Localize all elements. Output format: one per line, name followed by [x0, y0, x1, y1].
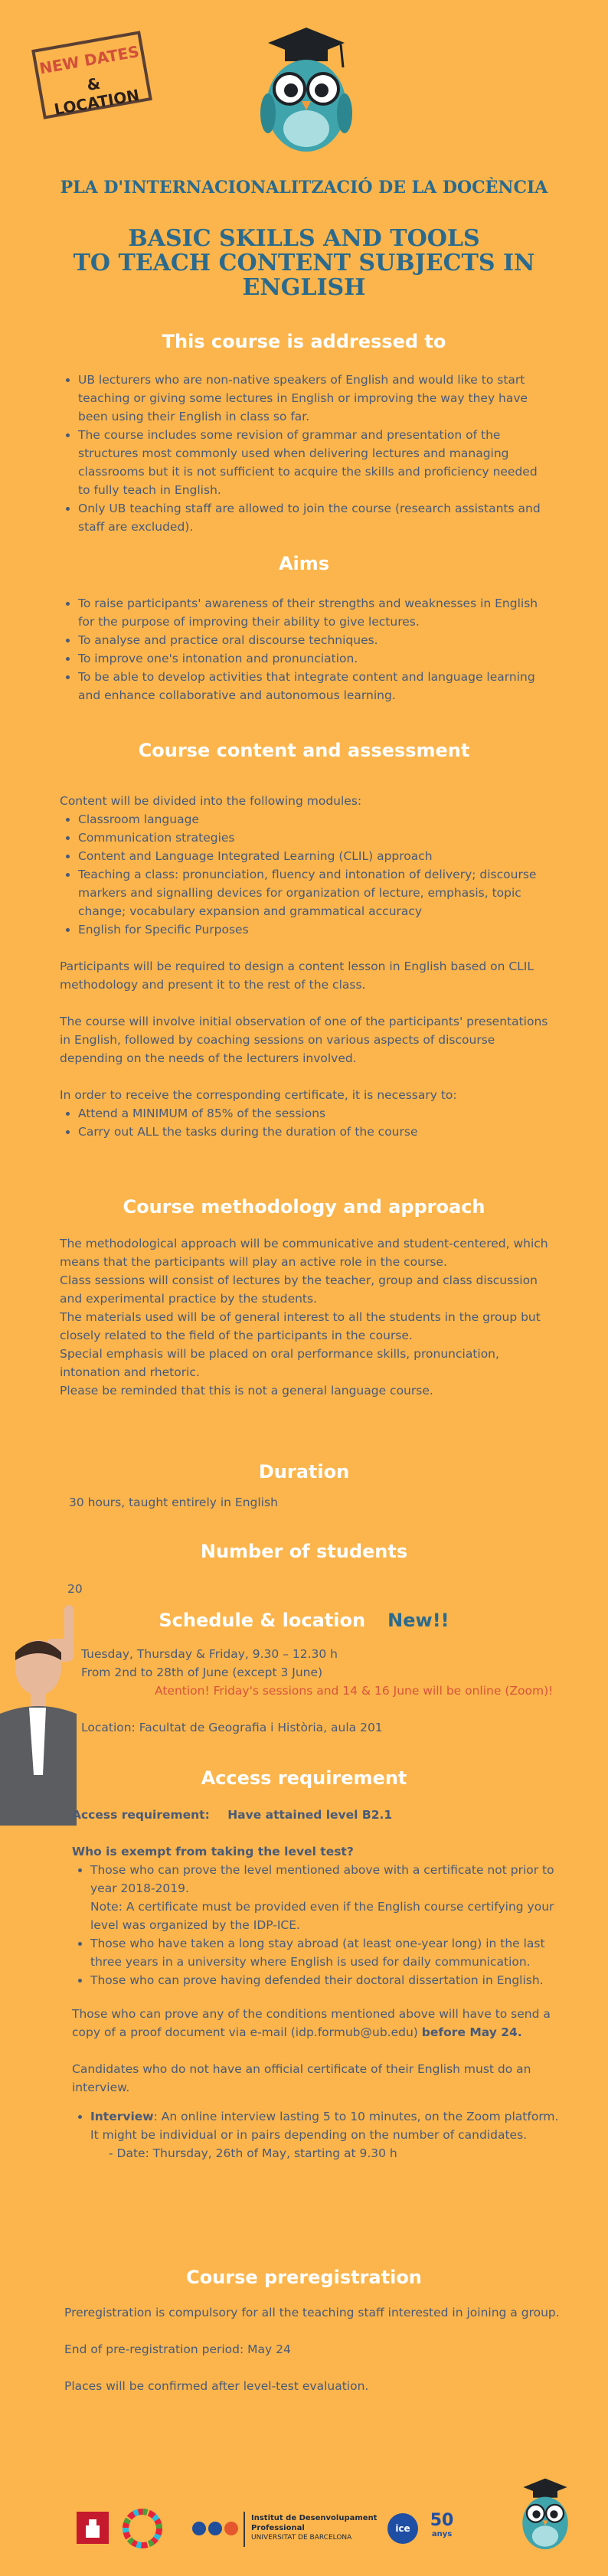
duration-text: 30 hours, taught entirely in English: [69, 1496, 278, 1509]
anniversary-word: anys: [431, 2530, 453, 2538]
list-item: • Content and Language Integrated Learning (CLIL) approach: [78, 847, 550, 865]
access-line: [72, 1806, 577, 1824]
anniversary-number: 50: [430, 2511, 454, 2530]
list-item: • Attend a MINIMUM of 85% of the sessions: [78, 1104, 550, 1123]
addressed-heading: This course is addressed to: [162, 331, 446, 352]
idp-ub-logo: [251, 2513, 381, 2543]
idp-line-2: Professional: [251, 2524, 305, 2532]
owl-footer-icon: [515, 2475, 576, 2551]
exempt-note: Note: A certificate must be provided even if the English course certifying your level was organized by the IDP-ICE.: [90, 1900, 554, 1932]
content-paragraph-3: In order to receive the corresponding certificate, it is necessary to:: [60, 1088, 457, 1102]
new-tag: New!!: [387, 1610, 449, 1631]
list-item: • Carry out ALL the tasks during the duration of the course: [78, 1123, 550, 1141]
duration-heading: Duration: [258, 1461, 350, 1483]
exempt-question: Who is exempt from taking the level test?: [72, 1845, 354, 1858]
course-title-line-1: BASIC SKILLS AND TOOLS: [128, 225, 480, 252]
content-section: [60, 792, 550, 1141]
ice-logo: [387, 2513, 418, 2544]
list-item: • Communication strategies: [78, 829, 550, 847]
access-heading: Access requirement: [201, 1767, 407, 1789]
methodology-line: Please be reminded that this is not a general language course.: [60, 1384, 433, 1398]
interview-text: : An online interview lasting 5 to 10 minutes, on the Zoom platform. It might be individual or in pairs depending on the number of candidates.: [90, 2110, 559, 2142]
schedule-attention: Atention! Friday's sessions and 14 & 16 June will be online (Zoom)!: [155, 1684, 554, 1698]
access-label: Access requirement:: [72, 1808, 210, 1822]
students-count: 20: [67, 1582, 83, 1596]
list-item: • To analyse and practice oral discourse techniques.: [78, 631, 550, 649]
anniversary-logo: [423, 2512, 461, 2539]
content-heading: Course content and assessment: [138, 740, 470, 761]
exempt-section: [72, 1842, 562, 2162]
prereg-heading: Course preregistration: [186, 2267, 422, 2288]
interview-date: - Date: Thursday, 26th of May, starting at 9.30 h: [109, 2146, 397, 2160]
sdg-wheel-icon: [123, 2509, 162, 2548]
addressed-list: [60, 371, 550, 536]
ice-label: ice: [395, 2523, 410, 2534]
list-item: [90, 2107, 562, 2162]
prereg-p3: Places will be confirmed after level-test evaluation.: [64, 2379, 369, 2393]
exempt-item-1: Those who can prove the level mentioned above with a certificate not prior to year 2018-2019.: [90, 1863, 554, 1895]
list-item: • Those who can prove having defended their doctoral dissertation in English.: [90, 1971, 562, 1989]
course-title-line-3: ENGLISH: [242, 274, 366, 301]
owl-mascot-icon: [253, 21, 360, 155]
list-item: • English for Specific Purposes: [78, 920, 550, 939]
content-intro: Content will be divided into the following modules:: [60, 794, 362, 808]
student-pointing-image: [0, 1599, 84, 1826]
new-dates-stamp: [31, 31, 152, 119]
interview-label: Interview: [90, 2110, 154, 2123]
proof-paragraph: [72, 2005, 562, 2042]
methodology-section: [60, 1234, 550, 1400]
logo-divider: [244, 2512, 245, 2547]
schedule-days: Tuesday, Thursday & Friday, 9.30 – 12.30 h: [81, 1647, 338, 1661]
aims-heading: Aims: [278, 553, 330, 574]
list-item: • Teaching a class: pronunciation, fluency and intonation of delivery; discourse markers and signalling devices for organization of lecture, emphasis, topic change; vocabulary expansion and grammatical accuracy: [78, 865, 550, 920]
list-item: • Classroom language: [78, 810, 550, 829]
list-item: • To be able to develop activities that integrate content and language learning and enhance collaborative and autonomous learning.: [78, 668, 550, 704]
methodology-line: Class sessions will consist of lectures by the teacher, group and class discussion and experimental practice by the students.: [60, 1273, 538, 1306]
content-paragraph-1: Participants will be required to design a content lesson in English based on CLIL methodology and present it to the rest of the class.: [60, 959, 534, 992]
stamp-line-1: NEW DATES: [38, 42, 141, 78]
prereg-p2: End of pre-registration period: May 24: [64, 2342, 291, 2356]
schedule-heading-row: [0, 1610, 608, 1631]
students-heading: Number of students: [200, 1541, 408, 1562]
course-title-line-2: TO TEACH CONTENT SUBJECTS IN: [73, 250, 535, 276]
list-item: • Only UB teaching staff are allowed to join the course (research assistants and staff are excluded).: [78, 499, 550, 536]
schedule-heading: Schedule & location: [159, 1610, 366, 1631]
ub-line: UNIVERSITAT DE BARCELONA: [251, 2534, 352, 2542]
footer-logos: [0, 2496, 608, 2565]
methodology-line: The materials used will be of general interest to all the students in the group but closely related to the field of the participants in the course.: [60, 1310, 541, 1342]
content-paragraph-2: The course will involve initial observation of one of the participants' presentations in English, followed by coaching sessions on various aspects of discourse depending on the needs of the lecturers involved.: [60, 1015, 548, 1065]
idp-line-1: Institut de Desenvolupament: [251, 2514, 378, 2522]
methodology-heading: Course methodology and approach: [123, 1196, 485, 1218]
list-item: [90, 1861, 562, 1934]
list-item: • To raise participants' awareness of their strengths and weaknesses in English for the purpose of improving their ability to give lectures.: [78, 594, 550, 631]
schedule-dates: From 2nd to 28th of June (except 3 June): [81, 1666, 323, 1679]
proof-deadline: before May 24.: [421, 2025, 522, 2039]
methodology-line: Special emphasis will be placed on oral performance skills, pronunciation, intonation and rhetoric.: [60, 1347, 499, 1379]
quality-education-icon: [77, 2512, 109, 2544]
idp-symbols-icon: [191, 2521, 239, 2536]
program-title: PLA D'INTERNACIONALITZACIÓ DE LA DOCÈNCIA: [60, 178, 548, 198]
list-item: • To improve one's intonation and pronunciation.: [78, 649, 550, 668]
aims-list: [60, 594, 550, 704]
stamp-line-2: & LOCATION: [52, 74, 141, 119]
list-item: • UB lecturers who are non-native speakers of English and would like to start teaching or giving some lectures in English or improving the way they have been using their English in class so far.: [78, 371, 550, 426]
access-value: Have attained level B2.1: [227, 1808, 393, 1822]
methodology-line: The methodological approach will be communicative and student-centered, which means that the participants will play an active role in the course.: [60, 1237, 548, 1269]
schedule-details: [81, 1645, 587, 1737]
course-title: [0, 227, 608, 300]
prereg-section: [64, 2303, 562, 2395]
schedule-location: Location: Facultat de Geografia i Història, aula 201: [81, 1721, 383, 1734]
proof-text: Those who can prove any of the conditions mentioned above will have to send a copy of a proof document via e-mail (idp.formub@ub.edu): [72, 2007, 551, 2039]
list-item: • Those who have taken a long stay abroad (at least one-year long) in the last three years in a university where English is used for daily communication.: [90, 1934, 562, 1971]
list-item: • The course includes some revision of grammar and presentation of the structures most commonly used when delivering lectures and managing classrooms but it is not sufficient to acquire the skills and proficiency needed to fully teach in English.: [78, 426, 550, 499]
prereg-p1: Preregistration is compulsory for all the teaching staff interested in joining a group.: [64, 2306, 560, 2319]
interview-intro: Candidates who do not have an official certificate of their English must do an interview.: [72, 2062, 531, 2094]
